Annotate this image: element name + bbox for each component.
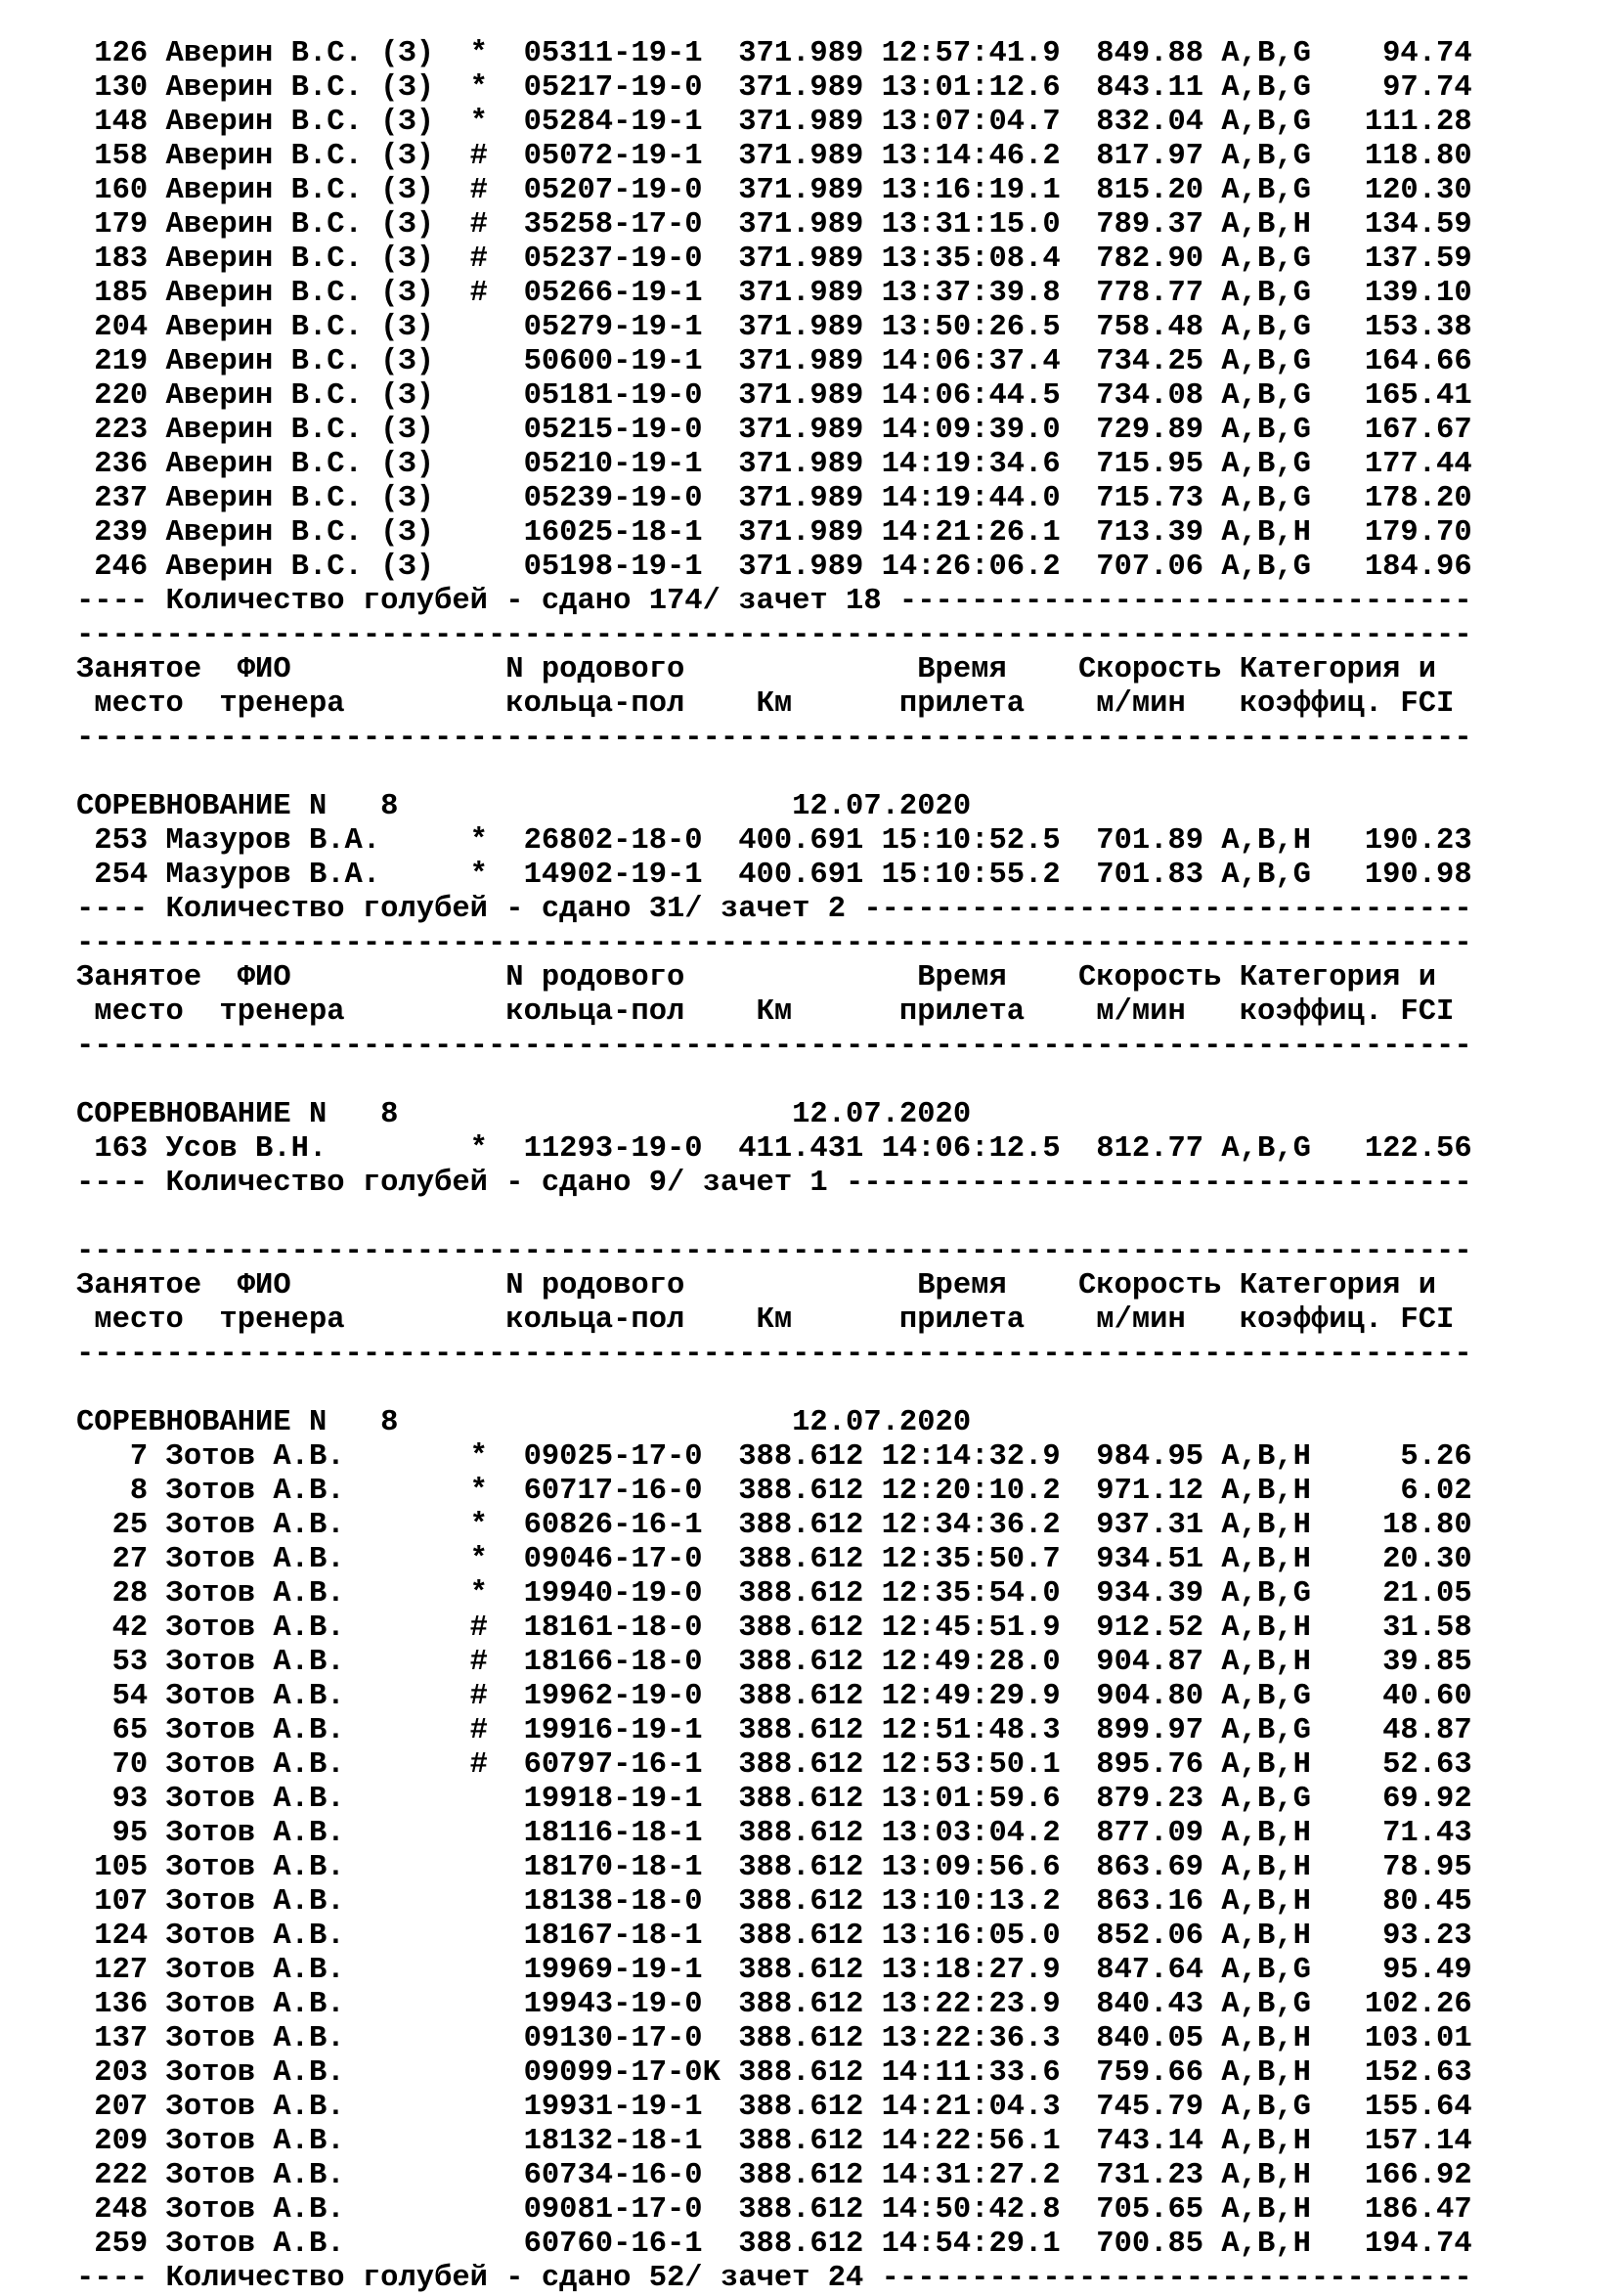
result-row: 236 Аверин В.С. (З) 05210-19-1 371.989 14:19:34.6 715.95 A,B,G 177.44 bbox=[76, 448, 1472, 481]
result-row: 137 Зотов А.В. 09130-17-0 388.612 13:22:36.3 840.05 A,B,H 103.01 bbox=[76, 2022, 1472, 2055]
result-row: 203 Зотов А.В. 09099-17-0K 388.612 14:11:33.6 759.66 A,B,H 152.63 bbox=[76, 2056, 1472, 2090]
section-summary: ---- Количество голубей - сдано 174/ зачет 18 -------------------------------- bbox=[76, 585, 1472, 618]
result-row: 27 Зотов А.В. * 09046-17-0 388.612 12:35:50.7 934.51 A,B,H 20.30 bbox=[76, 1543, 1472, 1576]
result-row: 25 Зотов А.В. * 60826-16-1 388.612 12:34:36.2 937.31 A,B,H 18.80 bbox=[76, 1509, 1472, 1542]
section-summary: ---- Количество голубей - сдано 9/ зачет 1 ----------------------------------- bbox=[76, 1167, 1472, 1200]
result-row: 254 Мазуров В.А. * 14902-19-1 400.691 15:10:55.2 701.83 A,B,G 190.98 bbox=[76, 859, 1472, 892]
blank-line bbox=[76, 1372, 1472, 1406]
result-row: 248 Зотов А.В. 09081-17-0 388.612 14:50:42.8 705.65 A,B,H 186.47 bbox=[76, 2193, 1472, 2227]
result-row: 204 Аверин В.С. (З) 05279-19-1 371.989 13:50:26.5 758.48 A,B,G 153.38 bbox=[76, 311, 1472, 344]
separator-line: ------------------------------------------------------------------------------ bbox=[76, 927, 1472, 960]
result-row: 183 Аверин В.С. (З) # 05237-19-0 371.989 13:35:08.4 782.90 A,B,G 137.59 bbox=[76, 243, 1472, 276]
result-row: 253 Мазуров В.А. * 26802-18-0 400.691 15:10:52.5 701.89 A,B,H 190.23 bbox=[76, 824, 1472, 858]
result-row: 70 Зотов А.В. # 60797-16-1 388.612 12:53:50.1 895.76 A,B,H 52.63 bbox=[76, 1748, 1472, 1782]
separator-line: ------------------------------------------------------------------------------ bbox=[76, 722, 1472, 755]
result-row: 42 Зотов А.В. # 18161-18-0 388.612 12:45:51.9 912.52 A,B,H 31.58 bbox=[76, 1612, 1472, 1645]
result-row: 124 Зотов А.В. 18167-18-1 388.612 13:16:05.0 852.06 A,B,H 93.23 bbox=[76, 1920, 1472, 1953]
column-header-line-1: Занятое ФИО N родового Время Скорость Категория и bbox=[76, 961, 1437, 994]
blank-line bbox=[76, 1064, 1472, 1098]
column-header-line-1: Занятое ФИО N родового Время Скорость Категория и bbox=[76, 653, 1437, 686]
result-row: 65 Зотов А.В. # 19916-19-1 388.612 12:51:48.3 899.97 A,B,G 48.87 bbox=[76, 1714, 1472, 1747]
competition-header: СОРЕВНОВАНИЕ N 8 12.07.2020 bbox=[76, 1406, 972, 1439]
result-row: 136 Зотов А.В. 19943-19-0 388.612 13:22:23.9 840.43 A,B,G 102.26 bbox=[76, 1988, 1472, 2021]
result-row: 54 Зотов А.В. # 19962-19-0 388.612 12:49:29.9 904.80 A,B,G 40.60 bbox=[76, 1680, 1472, 1713]
blank-line bbox=[76, 756, 1472, 790]
result-row: 28 Зотов А.В. * 19940-19-0 388.612 12:35:54.0 934.39 A,B,G 21.05 bbox=[76, 1577, 1472, 1611]
result-row: 158 Аверин В.С. (З) # 05072-19-1 371.989 13:14:46.2 817.97 A,B,G 118.80 bbox=[76, 140, 1472, 173]
result-row: 8 Зотов А.В. * 60717-16-0 388.612 12:20:10.2 971.12 A,B,H 6.02 bbox=[76, 1475, 1472, 1508]
result-row: 219 Аверин В.С. (З) 50600-19-1 371.989 14:06:37.4 734.25 A,B,G 164.66 bbox=[76, 345, 1472, 378]
result-row: 220 Аверин В.С. (З) 05181-19-0 371.989 14:06:44.5 734.08 A,B,G 165.41 bbox=[76, 379, 1472, 413]
result-row: 126 Аверин В.С. (З) * 05311-19-1 371.989 12:57:41.9 849.88 A,B,G 94.74 bbox=[76, 37, 1472, 70]
competition-header: СОРЕВНОВАНИЕ N 8 12.07.2020 bbox=[76, 790, 972, 823]
section-summary: ---- Количество голубей - сдано 31/ зачет 2 ---------------------------------- bbox=[76, 893, 1472, 926]
separator-line: ------------------------------------------------------------------------------ bbox=[76, 619, 1472, 652]
result-row: 127 Зотов А.В. 19969-19-1 388.612 13:18:27.9 847.64 A,B,G 95.49 bbox=[76, 1954, 1472, 1987]
result-row: 163 Усов В.Н. * 11293-19-0 411.431 14:06:12.5 812.77 A,B,G 122.56 bbox=[76, 1132, 1472, 1166]
separator-line: ------------------------------------------------------------------------------ bbox=[76, 1235, 1472, 1268]
results-document bbox=[76, 37, 1472, 2296]
result-row: 185 Аверин В.С. (З) # 05266-19-1 371.989 13:37:39.8 778.77 A,B,G 139.10 bbox=[76, 277, 1472, 310]
result-row: 148 Аверин В.С. (З) * 05284-19-1 371.989 13:07:04.7 832.04 A,B,G 111.28 bbox=[76, 106, 1472, 139]
result-row: 237 Аверин В.С. (З) 05239-19-0 371.989 14:19:44.0 715.73 A,B,G 178.20 bbox=[76, 482, 1472, 515]
result-row: 246 Аверин В.С. (З) 05198-19-1 371.989 14:26:06.2 707.06 A,B,G 184.96 bbox=[76, 551, 1472, 584]
result-row: 179 Аверин В.С. (З) # 35258-17-0 371.989 13:31:15.0 789.37 A,B,H 134.59 bbox=[76, 208, 1472, 242]
result-row: 105 Зотов А.В. 18170-18-1 388.612 13:09:56.6 863.69 A,B,H 78.95 bbox=[76, 1851, 1472, 1884]
result-row: 222 Зотов А.В. 60734-16-0 388.612 14:31:27.2 731.23 A,B,H 166.92 bbox=[76, 2159, 1472, 2192]
result-row: 259 Зотов А.В. 60760-16-1 388.612 14:54:29.1 700.85 A,B,H 194.74 bbox=[76, 2228, 1472, 2261]
result-row: 223 Аверин В.С. (З) 05215-19-0 371.989 14:09:39.0 729.89 A,B,G 167.67 bbox=[76, 414, 1472, 447]
result-row: 207 Зотов А.В. 19931-19-1 388.612 14:21:04.3 745.79 A,B,G 155.64 bbox=[76, 2091, 1472, 2124]
column-header-line-2: место тренера кольца-пол Км прилета м/мин коэффиц. FCI bbox=[76, 687, 1455, 721]
blank-line bbox=[76, 1201, 1472, 1235]
column-header-line-1: Занятое ФИО N родового Время Скорость Категория и bbox=[76, 1269, 1437, 1303]
result-row: 107 Зотов А.В. 18138-18-0 388.612 13:10:13.2 863.16 A,B,H 80.45 bbox=[76, 1885, 1472, 1919]
result-row: 160 Аверин В.С. (З) # 05207-19-0 371.989 13:16:19.1 815.20 A,B,G 120.30 bbox=[76, 174, 1472, 207]
section-summary: ---- Количество голубей - сдано 52/ зачет 24 --------------------------------- bbox=[76, 2262, 1472, 2295]
separator-line: ------------------------------------------------------------------------------ bbox=[76, 1338, 1472, 1371]
result-row: 209 Зотов А.В. 18132-18-1 388.612 14:22:56.1 743.14 A,B,H 157.14 bbox=[76, 2125, 1472, 2158]
result-row: 53 Зотов А.В. # 18166-18-0 388.612 12:49:28.0 904.87 A,B,H 39.85 bbox=[76, 1646, 1472, 1679]
result-row: 130 Аверин В.С. (З) * 05217-19-0 371.989 13:01:12.6 843.11 A,B,G 97.74 bbox=[76, 71, 1472, 105]
competition-header: СОРЕВНОВАНИЕ N 8 12.07.2020 bbox=[76, 1098, 972, 1131]
result-row: 95 Зотов А.В. 18116-18-1 388.612 13:03:04.2 877.09 A,B,H 71.43 bbox=[76, 1817, 1472, 1850]
result-row: 239 Аверин В.С. (З) 16025-18-1 371.989 14:21:26.1 713.39 A,B,H 179.70 bbox=[76, 516, 1472, 550]
separator-line: ------------------------------------------------------------------------------ bbox=[76, 1030, 1472, 1063]
column-header-line-2: место тренера кольца-пол Км прилета м/мин коэффиц. FCI bbox=[76, 1303, 1455, 1337]
column-header-line-2: место тренера кольца-пол Км прилета м/мин коэффиц. FCI bbox=[76, 995, 1455, 1029]
result-row: 7 Зотов А.В. * 09025-17-0 388.612 12:14:32.9 984.95 A,B,H 5.26 bbox=[76, 1440, 1472, 1474]
result-row: 93 Зотов А.В. 19918-19-1 388.612 13:01:59.6 879.23 A,B,G 69.92 bbox=[76, 1783, 1472, 1816]
